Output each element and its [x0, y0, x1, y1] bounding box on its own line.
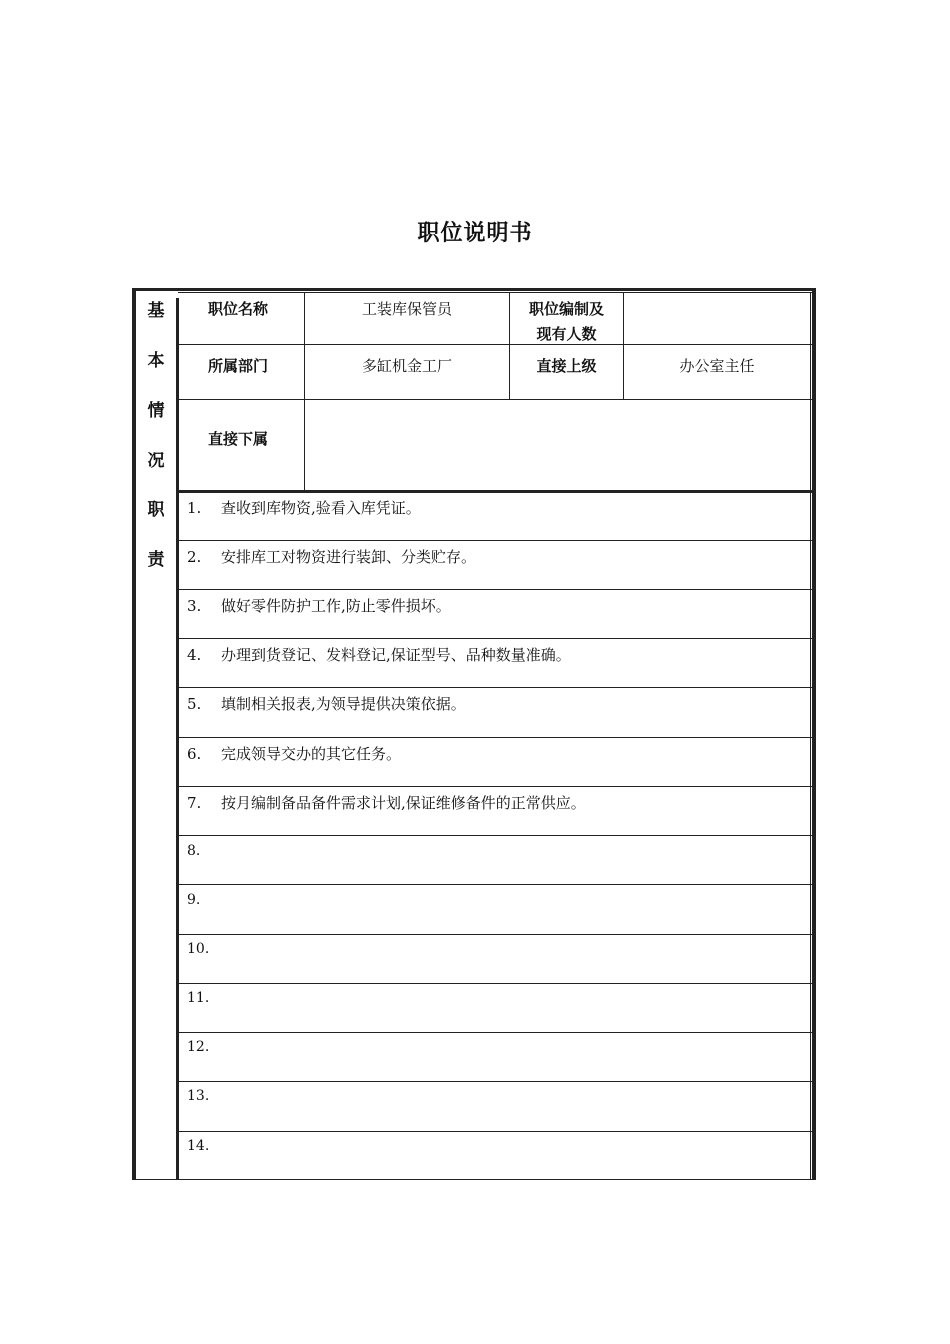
duty-row-line [178, 589, 812, 590]
section-basic-char: 况 [147, 451, 165, 471]
duty-row-line [178, 786, 812, 787]
basic-col-divider-3 [623, 293, 624, 400]
duty-item [187, 546, 476, 567]
duty-number: 8. [187, 843, 201, 859]
duty-text: 做好零件防护工作,防止零件损坏。 [221, 597, 451, 615]
headcount-label-line2: 现有人数 [536, 325, 597, 343]
superior-value: 办公室主任 [679, 357, 755, 375]
duty-row-line-bottom [136, 1179, 812, 1180]
duty-item [187, 1138, 209, 1154]
duty-row-line [178, 983, 812, 984]
duty-item [187, 595, 451, 616]
duty-item [187, 990, 209, 1006]
duty-number: 12. [187, 1039, 210, 1055]
duty-row-line [178, 638, 812, 639]
duty-item [187, 941, 209, 957]
section-column-divider [176, 298, 179, 1180]
duty-item [187, 1088, 209, 1104]
department-value: 多缸机金工厂 [361, 357, 452, 375]
position-name-value: 工装库保管员 [361, 300, 452, 318]
section-separator [178, 490, 812, 493]
subordinate-label: 直接下属 [208, 430, 269, 448]
basic-row-divider-2 [178, 399, 812, 400]
duty-row-line [178, 934, 812, 935]
duty-item [187, 644, 571, 665]
duty-number: 1. [187, 499, 202, 517]
duty-item [187, 497, 421, 518]
table-inner-top-line [178, 292, 812, 293]
duty-item [187, 743, 401, 764]
basic-row-divider-1 [178, 344, 812, 345]
duty-number: 9. [187, 892, 201, 908]
duty-item [187, 1039, 209, 1055]
duty-row-line [178, 1131, 812, 1132]
duty-row-line [178, 1081, 812, 1082]
duty-row-line [178, 687, 812, 688]
basic-col-divider-1 [304, 293, 305, 491]
duty-item [187, 792, 586, 813]
duty-row-line [178, 1032, 812, 1033]
position-name-label: 职位名称 [208, 300, 269, 318]
duty-number: 3. [187, 597, 202, 615]
duty-text: 安排库工对物资进行装卸、分类贮存。 [221, 548, 477, 566]
duty-row-line [178, 835, 812, 836]
duty-number: 4. [187, 646, 202, 664]
section-basic-char: 情 [147, 401, 165, 421]
section-basic-char: 基 [147, 301, 165, 321]
duty-number: 13. [187, 1088, 210, 1104]
headcount-label-line1: 职位编制及 [528, 300, 604, 318]
duty-number: 5. [187, 695, 202, 713]
duty-number: 11. [187, 990, 210, 1006]
duty-number: 10. [187, 941, 210, 957]
superior-label: 直接上级 [536, 357, 597, 375]
duty-text: 查收到库物资,验看入库凭证。 [221, 499, 421, 517]
duty-text: 完成领导交办的其它任务。 [221, 745, 402, 763]
duty-item [187, 693, 466, 714]
duty-number: 14. [187, 1138, 210, 1154]
section-basic-char: 本 [147, 351, 165, 371]
duty-number: 7. [187, 794, 202, 812]
section-duty-char: 责 [147, 550, 165, 570]
job-description-table [132, 288, 816, 1180]
page-title: 职位说明书 [417, 221, 533, 246]
duty-row-line [178, 540, 812, 541]
duty-text: 按月编制备品备件需求计划,保证维修备件的正常供应。 [221, 794, 586, 812]
duty-row-line [178, 737, 812, 738]
duty-item [187, 892, 200, 908]
duty-item [187, 843, 200, 859]
department-label: 所属部门 [208, 357, 269, 375]
duty-text: 办理到货登记、发料登记,保证型号、品种数量准确。 [221, 646, 571, 664]
duty-number: 6. [187, 745, 202, 763]
duty-text: 填制相关报表,为领导提供决策依据。 [221, 695, 466, 713]
duty-number: 2. [187, 548, 202, 566]
duty-row-line [178, 884, 812, 885]
section-duty-char: 职 [147, 500, 165, 520]
